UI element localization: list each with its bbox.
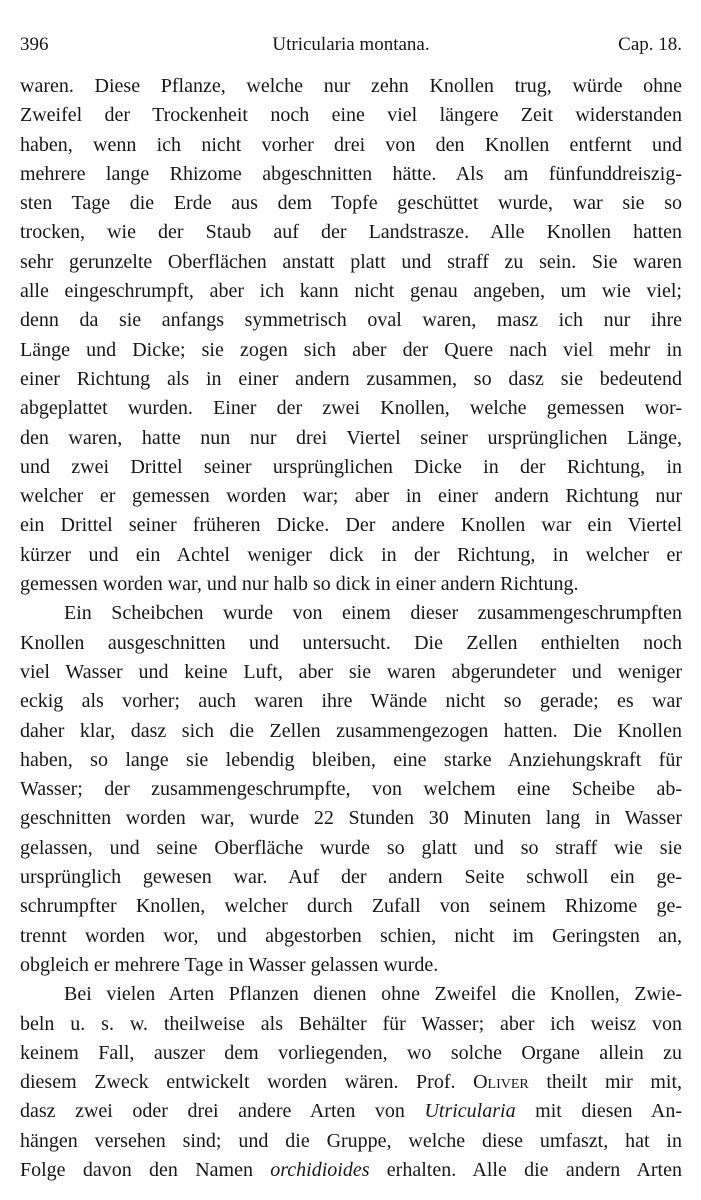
- text-line: ein Drittel seiner früheren Dicke. Der andere Knollen war ein Viertel: [20, 514, 682, 537]
- text-line: obgleich er mehrere Tage in Wasser gelassen wurde.: [20, 953, 439, 976]
- text-line: diesem Zweck entwickelt worden wären. Prof. Oliver theilt mir mit,: [20, 1071, 683, 1094]
- text-line: den waren, hatte nun nur drei Viertel seiner ursprünglichen Länge,: [20, 426, 682, 449]
- text-line: sehr gerunzelte Oberflächen anstatt platt und straff zu sein. Sie waren: [20, 250, 682, 273]
- text-line: alle eingeschrumpft, aber ich kann nicht genau angeben, um wie viel;: [20, 280, 682, 303]
- text-line: dasz zwei oder drei andere Arten von Utricularia mit diesen An-: [20, 1100, 682, 1123]
- italic-term: Utricularia: [424, 1100, 516, 1123]
- italic-term: orchidioides: [270, 1158, 370, 1181]
- text-line: trennt worden wor, und abgestorben schien, nicht im Geringsten an,: [20, 924, 682, 947]
- text-line: sten Tage die Erde aus dem Topfe geschüttet wurde, war sie so: [20, 192, 682, 215]
- page-number: 396: [20, 34, 49, 55]
- text-line: Bei vielen Arten Pflanzen dienen ohne Zweifel die Knollen, Zwie-: [64, 983, 682, 1006]
- text-line: ursprünglich gewesen war. Auf der andern Seite schwoll ein ge-: [20, 866, 682, 889]
- text-line: keinem Fall, auszer dem vorliegenden, wo solche Organe allein zu: [20, 1041, 682, 1064]
- text-line: geschnitten worden war, wurde 22 Stunden 30 Minuten lang in Wasser: [20, 807, 682, 830]
- text-line: abgeplattet wurden. Einer der zwei Knollen, welche gemessen wor-: [20, 397, 682, 420]
- text-line: Ein Scheibchen wurde von einem dieser zusammengeschrumpften: [64, 602, 682, 625]
- book-page: [20, 0, 682, 1200]
- text-line: und zwei Drittel seiner ursprünglichen Dicke in der Richtung, in: [20, 455, 682, 478]
- paragraph: [20, 72, 682, 599]
- text-line: haben, wenn ich nicht vorher drei von den Knollen entfernt und: [20, 133, 682, 156]
- small-caps-name: Oliver: [473, 1071, 529, 1094]
- text-line: Knollen ausgeschnitten und untersucht. Die Zellen enthielten noch: [20, 631, 682, 654]
- text-line: eckig als vorher; auch waren ihre Wände nicht so gerade; es war: [20, 690, 682, 713]
- text-line: einer Richtung als in einer andern zusammen, so dasz sie bedeutend: [20, 367, 682, 390]
- text-line: Länge und Dicke; sie zogen sich aber der Quere nach viel mehr in: [20, 338, 682, 361]
- text-line: welcher er gemessen worden war; aber in einer andern Richtung nur: [20, 485, 682, 508]
- text-line: beln u. s. w. theilweise als Behälter für Wasser; aber ich weisz von: [20, 1012, 682, 1035]
- text-line: kürzer und ein Achtel weniger dick in der Richtung, in welcher er: [20, 543, 682, 566]
- text-line: denn da sie anfangs symmetrisch oval waren, masz ich nur ihre: [20, 309, 682, 332]
- paragraph: [20, 599, 682, 980]
- text-line: Zweifel der Trockenheit noch eine viel längere Zeit widerstanden: [20, 104, 682, 127]
- text-line: daher klar, dasz sich die Zellen zusammengezogen hatten. Die Knollen: [20, 719, 682, 742]
- running-header: [20, 30, 682, 60]
- chapter-label: Cap. 18.: [618, 34, 682, 55]
- text-line: gemessen worden war, und nur halb so dick in einer andern Richtung.: [20, 573, 579, 596]
- text-line: mehrere lange Rhizome abgeschnitten hätte. Als am fünfunddreiszig-: [20, 162, 682, 185]
- paragraph: [20, 980, 682, 1185]
- text-line: gelassen, und seine Oberfläche wurde so glatt und so straff wie sie: [20, 836, 682, 859]
- text-line: schrumpfter Knollen, welcher durch Zufall von seinem Rhizome ge-: [20, 895, 682, 918]
- text-line: trocken, wie der Staub auf der Landstrasze. Alle Knollen hatten: [20, 221, 682, 244]
- text-line: Folge davon den Namen orchidioides erhalten. Alle die andern Arten: [20, 1158, 682, 1181]
- text-line: Wasser; der zusammengeschrumpfte, von welchem eine Scheibe ab-: [20, 778, 682, 801]
- text-line: viel Wasser und keine Luft, aber sie waren abgerundeter und weniger: [20, 660, 682, 683]
- body-text: [20, 72, 682, 1185]
- running-title: Utricularia montana.: [272, 34, 430, 55]
- text-line: haben, so lange sie lebendig bleiben, eine starke Anziehungskraft für: [20, 748, 682, 771]
- text-line: hängen versehen sind; und die Gruppe, welche diese umfaszt, hat in: [20, 1129, 682, 1152]
- text-line: waren. Diese Pflanze, welche nur zehn Knollen trug, würde ohne: [20, 75, 682, 97]
